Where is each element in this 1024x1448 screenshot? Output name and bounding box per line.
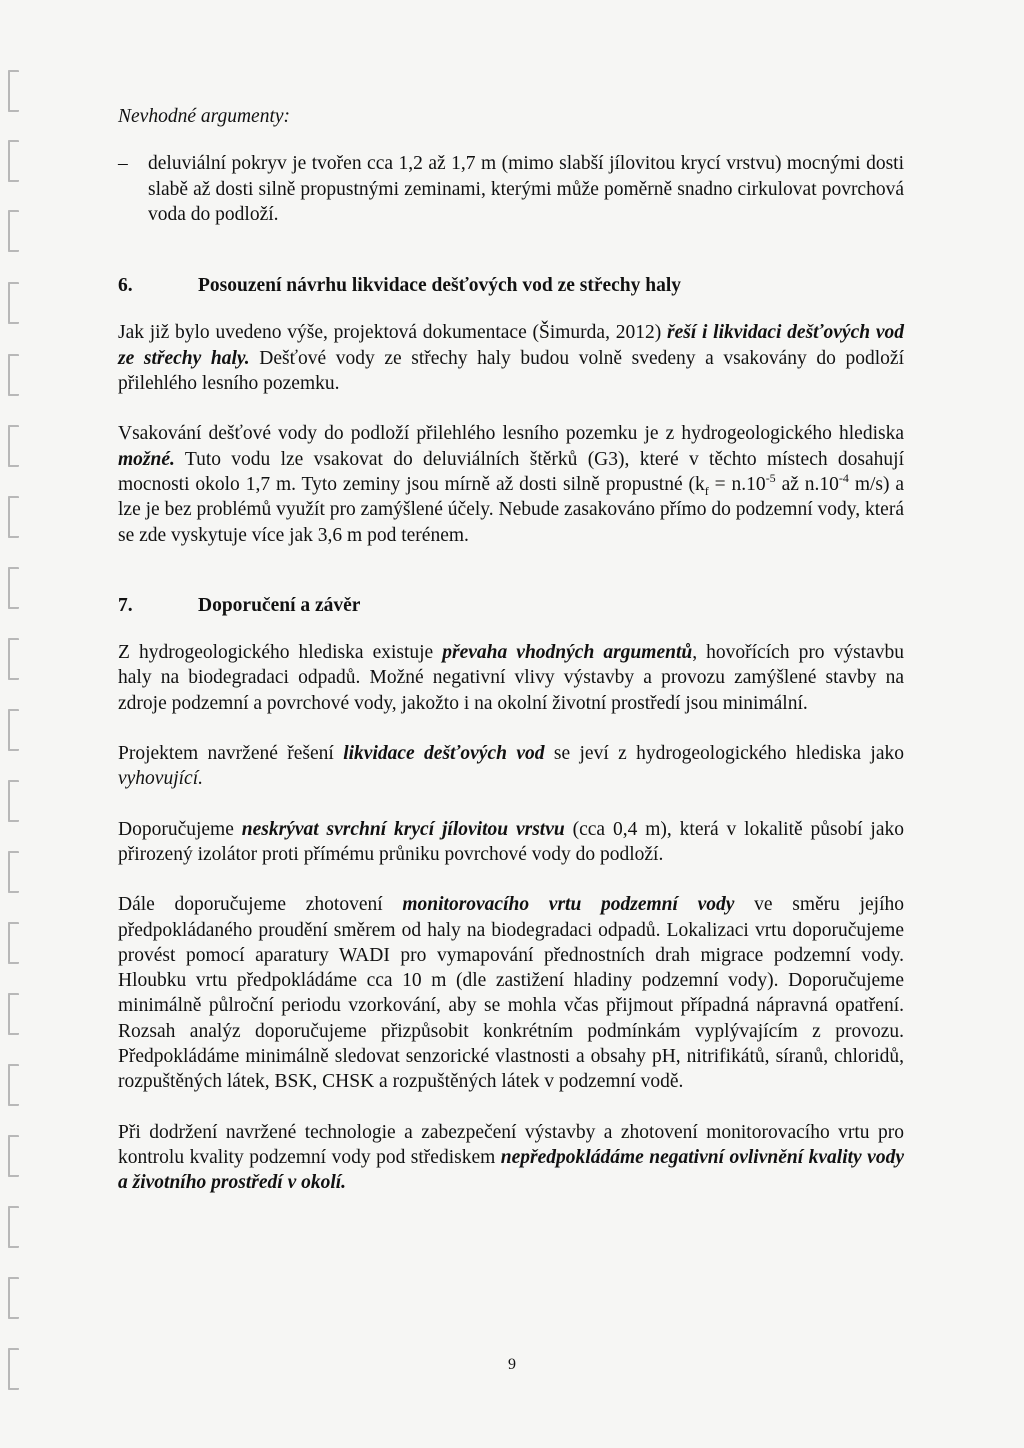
- bullet-text: deluviální pokryv je tvořen cca 1,2 až 1,7 m (mimo slabší jílovitou krycí vrstvu) mocnými dosti slabě až dosti silně propustnými zeminami, kterými může poměrně snadno cirkulovat povrchová voda do podloží.: [148, 153, 904, 225]
- section-7-paragraph-5: [118, 1120, 904, 1196]
- superscript: -5: [765, 470, 776, 485]
- binding-mark: [8, 638, 19, 680]
- binding-mark: [8, 1064, 19, 1106]
- text-run: až n.10: [775, 473, 839, 495]
- binding-mark: [8, 210, 19, 252]
- section-6-title: Posouzení návrhu likvidace dešťových vod ze střechy haly: [198, 275, 682, 297]
- page-content: [118, 104, 904, 1196]
- emphasis-text: možné.: [118, 448, 175, 470]
- binding-mark: [8, 140, 19, 182]
- text-run: Tuto vodu lze vsakovat do deluviálních štěrků (G3), které v těchto místech dosahují mocnosti okolo 1,7 m. Tyto zeminy jsou mírně až dosti silně propustné (k: [118, 448, 904, 495]
- binding-mark: [8, 425, 19, 467]
- text-run: = n.10: [708, 473, 766, 495]
- unsuitable-argument-item: [118, 151, 904, 227]
- binding-mark: [8, 1277, 19, 1319]
- binding-marks: [0, 0, 40, 1448]
- page-number: 9: [508, 1356, 516, 1373]
- binding-mark: [8, 851, 19, 893]
- text-run: Doporučujeme: [118, 818, 242, 840]
- text-run: m/s) a lze je bez problémů využít pro zamýšlené účely. Nebude zasakováno přímo do podzemní vody, která se zde vyskytuje více jak 3,6 m pod terénem.: [118, 473, 905, 546]
- text-run: Vsakování dešťové vody do podloží přilehlého lesního pozemku je z hydrogeologického hlediska: [118, 423, 904, 445]
- text-run: Jak již bylo uvedeno výše, projektová dokumentace (Šimurda, 2012): [118, 322, 667, 344]
- section-6-paragraph-1: [118, 320, 904, 396]
- text-run: Projektem navržené řešení: [118, 743, 344, 765]
- section-7-paragraph-1: [118, 640, 904, 716]
- section-7-title: Doporučení a závěr: [198, 594, 361, 616]
- text-run: Dešťové vody ze střechy haly budou volně svedeny a vsakovány do podloží přilehlého lesního pozemku.: [118, 347, 904, 395]
- binding-mark: [8, 993, 19, 1035]
- binding-mark: [8, 567, 19, 609]
- section-7-paragraph-3: [118, 817, 904, 868]
- emphasis-text: řeší i likvidaci dešťových vod ze střechy haly.: [118, 322, 904, 369]
- emphasis-text: monitorovacího vrtu podzemní vody: [402, 894, 735, 916]
- unsuitable-arguments-heading: Nevhodné argumenty:: [118, 106, 291, 127]
- bullet-dash: –: [118, 153, 128, 175]
- text-run: Dále doporučujeme zhotovení: [118, 894, 403, 916]
- emphasis-text: neskrývat svrchní krycí jílovitou vrstvu: [241, 818, 565, 840]
- subscript: f: [704, 483, 709, 498]
- text-run: ve směru jejího předpokládaného proudění směrem od haly na biodegradaci odpadů. Lokalizaci vrtu doporučujeme provést pomocí aparatury WADI pro vymapování přednostních drah migrace podzemní vody. Hloubku vrtu předpokládáme cca 10 m (dle zastižení hladiny podzemní vody). Doporučujeme minimálně půlroční periodu vzorkování, aby se mohla včas přijmout případná nápravná opatření. Rozsah analýz doporučujeme přizpůsobit konkrétním podmínkám vyplývajícím z provozu. Předpokládáme minimálně sledovat senzorické vlastnosti a obsahy pH, nitrifikátů, síranů, chloridů, rozpuštěných látek, BSK, CHSK a rozpuštěných látek v podzemní vodě.: [118, 894, 904, 1093]
- section-7-paragraph-2: [118, 741, 904, 792]
- section-7-heading: [118, 593, 904, 618]
- binding-mark: [8, 70, 19, 112]
- emphasis-text: nepředpokládáme negativní ovlivnění kvality vody a životního prostředí v okolí.: [118, 1146, 904, 1194]
- text-run: se jeví z hydrogeologického hlediska jako: [544, 743, 904, 765]
- section-6-heading: [118, 273, 904, 298]
- binding-mark: [8, 709, 19, 751]
- section-7-number: 7.: [118, 594, 133, 616]
- italic-text: vyhovující.: [118, 768, 203, 790]
- section-7-paragraph-4: [118, 892, 904, 1094]
- text-run: Z hydrogeologického hlediska existuje: [118, 642, 443, 664]
- binding-mark: [8, 1135, 19, 1177]
- text-run: (cca 0,4 m), která v lokalitě působí jako přirozený izolátor proti přímému průniku povrchové vody do podloží.: [118, 818, 904, 865]
- section-6-number: 6.: [118, 275, 133, 297]
- binding-mark: [8, 1206, 19, 1248]
- text-run: , hovořících pro výstavbu haly na biodegradaci odpadů. Možné negativní vlivy výstavby a provozu zamýšlené stavby na zdroje podzemní a povrchové vody, jakožto i na okolní životní prostředí jsou minimální.: [118, 642, 905, 714]
- emphasis-text: likvidace dešťových vod: [343, 743, 545, 765]
- binding-mark: [8, 922, 19, 964]
- superscript: -4: [838, 470, 849, 485]
- text-run: Při dodržení navržené technologie a zabezpečení výstavby a zhotovení monitorovacího vrtu pro kontrolu kvality podzemní vody pod střediskem: [118, 1121, 904, 1168]
- binding-mark: [8, 354, 19, 396]
- binding-mark: [8, 282, 19, 324]
- emphasis-text: převaha vhodných argumentů: [442, 642, 693, 664]
- binding-mark: [8, 496, 19, 538]
- binding-mark: [8, 780, 19, 822]
- section-6-paragraph-2: [118, 421, 904, 547]
